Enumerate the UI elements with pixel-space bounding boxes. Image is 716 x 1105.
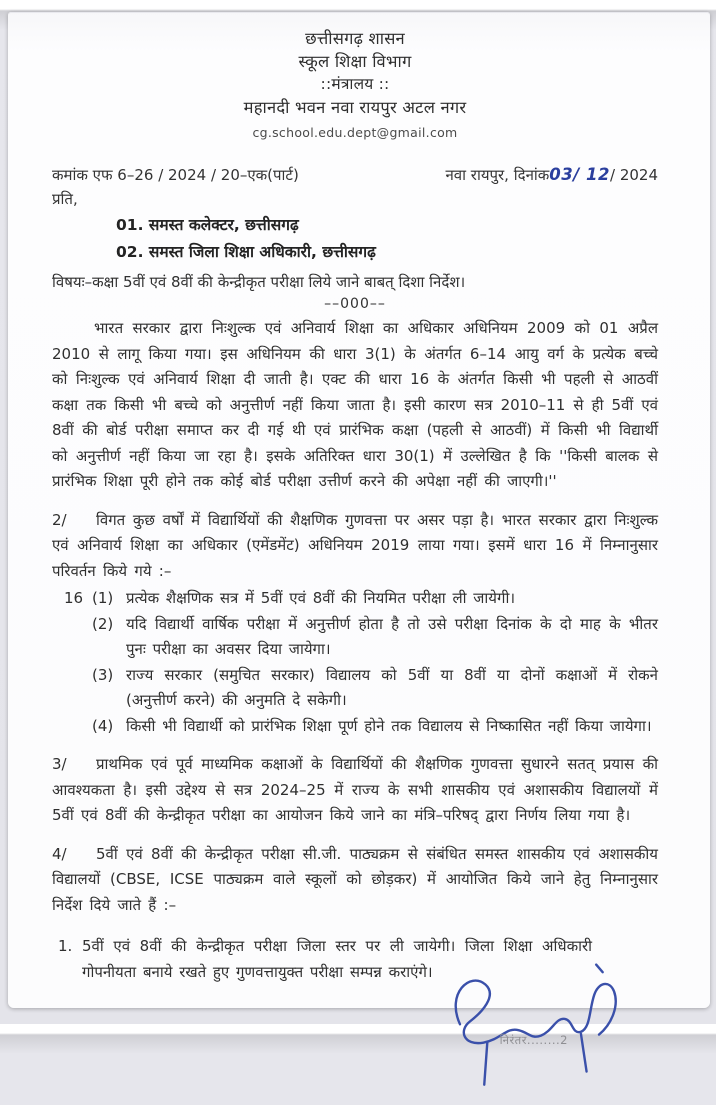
list-item [52,612,658,663]
paragraph-3 [52,752,658,829]
list-item-text: प्रत्येक शैक्षणिक सत्र में 5वीं एवं 8वीं की नियमित परीक्षा ली जायेगी। [126,589,516,607]
paragraph-3-text: प्राथमिक एवं पूर्व माध्यमिक कक्षाओं के विद्यार्थियों की शैक्षणिक गुणवत्ता सुधारने सतत् प्रयास की आवश्यकता है। इसी उद्देश्य से सत्र 2024–25 में राज्य के सभी शासकीय एवं अशासकीय विद्यालयों में 5वीं एवं 8वीं की केन्द्रीकृत परीक्षा का आयोजन किये जाने का मंत्रि–परिषद् द्वारा निर्णय लिया गया है। [52,755,658,824]
letterhead-ministry: ::मंत्रालय :: [320,75,390,93]
directive-text: 5वीं एवं 8वीं की केन्द्रीकृत परीक्षा जिला स्तर पर ली जायेगी। जिला शिक्षा अधिकारी गोपनीयता बनाये रखते हुए गुणवत्तायुक्त परीक्षा सम्पन्न कराएंगे। [82,937,592,981]
separator-000: ––000–– [324,296,386,312]
paragraph-4-number: 4/ [52,844,67,863]
reference-number: कमांक एफ 6–26 / 2024 / 20–एक(पार्ट) [52,166,299,184]
letterhead-email: cg.school.edu.dept@gmail.com [252,125,458,140]
list-item [52,714,658,740]
date-year: / 2024 [610,166,658,184]
handwritten-date: 03/ 12 [549,165,610,184]
paragraph-2-text: विगत कुछ वर्षों में विद्यार्थियों की शैक्षणिक गुणवत्ता पर असर पड़ा है। भारत सरकार द्वारा निःशुल्क एवं अनिवार्य शिक्षा का अधिकार (एमेंडमेंट) अधिनियम 2019 लाया गया। इसमें धारा 16 में निम्नानुसार परिवर्तन किये गये :– [52,510,658,580]
subject-line: विषयः–कक्षा 5वीं एवं 8वीं की केन्द्रीकृत परीक्षा लिये जाने बाबत् दिशा निर्देश। [52,273,466,291]
paragraph-1: भारत सरकार द्वारा निःशुल्क एवं अनिवार्य शिक्षा का अधिकार अधिनियम 2009 को 01 अप्रैल 2010 से लागू किया गया। इस अधिनियम की धारा 3(1) के अंतर्गत 6–14 आयु वर्ग के प्रत्येक बच्चे को निःशुल्क एवं अनिवार्य शिक्षा दी जाती है। एक्ट की धारा 16 के अंतर्गत किसी भी पहली से आठवीं कक्षा तक किसी भी बच्चे को अनुत्तीर्ण नहीं किया जाता है। इसी कारण सत्र 2010–11 से ही 5वीं एवं 8वीं की बोर्ड परीक्षा समाप्त कर दी गई थी एवं प्रारंभिक कक्षा (पहली से आठवीं) में किसी भी विद्यार्थी को अनुत्तीर्ण नहीं किया जा रहा है। इसके अतिरिक्त धारा 30(1) में उल्लेखित है कि ''किसी बालक से प्रारंभिक शिक्षा पूरी होने तक कोई बोर्ड परीक्षा उत्तीर्ण करने की अपेक्षा नहीं की जाएगी।'' [52,319,658,490]
place-and-date [445,165,658,185]
paragraph-2-number: 2/ [52,510,67,529]
addressee-education-officers: 02. समस्त जिला शिक्षा अधिकारी, छत्तीसगढ़ [116,243,376,261]
list-item-number: (4) [92,716,114,735]
addressee-collectors: 01. समस्त कलेक्टर, छत्तीसगढ़ [116,216,299,234]
list-item-number: (2) [92,614,114,633]
section16-marker: 16 [64,589,84,607]
to-label: प्रति, [52,190,78,208]
list-item-number: (3) [92,665,114,684]
list-item-number: (1) [92,589,114,607]
letterhead-government: छत्तीसगढ़ शासन [305,29,405,48]
list-item-text: किसी भी विद्यार्थी को प्रारंभिक शिक्षा पूर्ण होने तक विद्यालय से निष्कासित नहीं किया जायेगा। [126,716,652,735]
addressee-list [52,212,658,266]
place-date-label: नवा रायपुर, दिनांक [445,166,550,184]
letterhead-department: स्कूल शिक्षा विभाग [298,52,412,71]
signature-scribble [430,957,640,1087]
list-item [52,663,658,714]
letter-page [8,12,710,1047]
reference-line [52,165,658,185]
directive-number: 1. [58,937,73,955]
letterhead-address: महानदी भवन नवा रायपुर अटल नगर [243,98,467,117]
paragraph-4 [52,842,658,919]
paragraph-3-number: 3/ [52,755,67,773]
continuation-note: निरंतर........2 [499,1033,568,1047]
list-item [52,586,658,612]
paragraph-4-text: 5वीं एवं 8वीं की केन्द्रीकृत परीक्षा सी.जी. पाठ्यक्रम से संबंधित समस्त शासकीय एवं अशासकीय विद्यालयों (CBSE, ICSE पाठ्यक्रम वाले स्कूलों को छोड़कर) में आयोजित किये जाने हेतु निम्नानुसार निर्देश दिये जाते हैं :– [52,844,658,914]
list-item-text: राज्य सरकार (समुचित सरकार) विद्यालय को 5वीं या 8वीं या दोनों कक्षाओं में रोकने (अनुत्तीर्ण करने) की अनुमति दे सकेगी। [126,665,658,709]
section16-amendment-list [52,586,658,739]
list-item-text: यदि विद्यार्थी वार्षिक परीक्षा में अनुत्तीर्ण होता है तो उसे परीक्षा दिनांक के दो माह के भीतर पुनः परीक्षा का अवसर दिया जायेगा। [126,614,658,658]
letterhead [52,27,658,144]
paragraph-2 [52,508,658,585]
signature-area [52,985,658,1105]
